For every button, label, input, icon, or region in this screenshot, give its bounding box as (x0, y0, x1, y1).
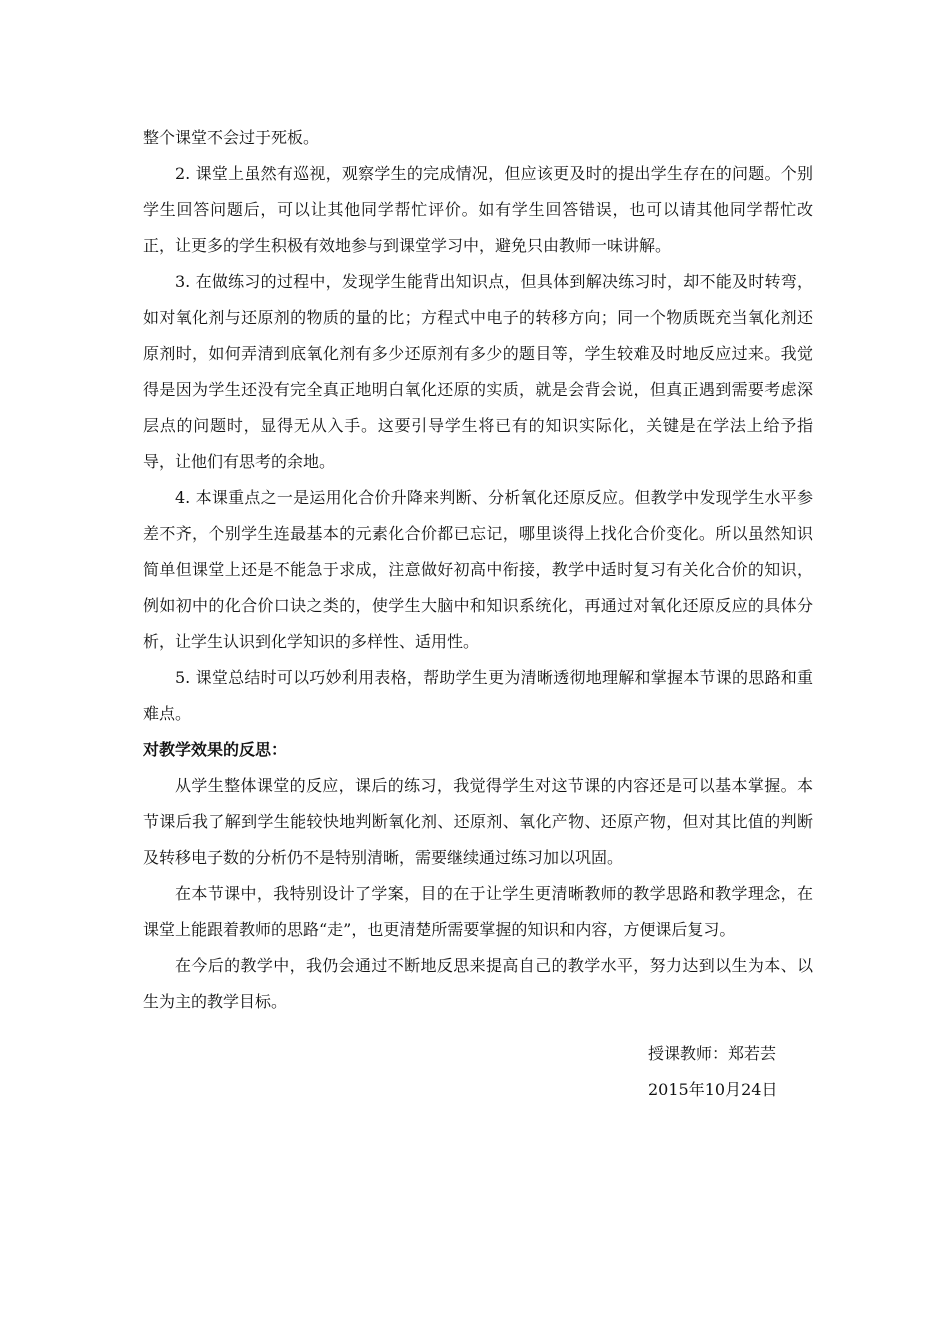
signature-date: 2015年10月24日 (648, 1080, 778, 1099)
reflection-paragraph-1: 从学生整体课堂的反应，课后的练习，我觉得学生对这节课的内容还是可以基本掌握。本节课后我了解到学生能较快地判断氧化剂、还原剂、氧化产物、还原产物，但对其比值的判断及转移电子数的分析仍不是特别清晰，需要继续通过练习加以巩固。 (143, 776, 813, 867)
teacher-signature: 授课教师：郑若芸 (648, 1044, 777, 1063)
reflection-paragraph-2: 在本节课中，我特别设计了学案，目的在于让学生更清晰教师的教学思路和教学理念，在课堂上能跟着教师的思路“走”，也更清楚所需要掌握的知识和内容，方便课后复习。 (143, 884, 813, 939)
signature-block (648, 1036, 777, 1108)
paragraph-item-3: 3. 在做练习的过程中，发现学生能背出知识点，但具体到解决练习时，却不能及时转弯，如对氧化剂与还原剂的物质的量的比；方程式中电子的转移方向；同一个物质既充当氧化剂还原剂时，如何弄清到底氧化剂有多少还原剂有多少的题目等，学生较难及时地反应过来。我觉得是因为学生还没有完全真正地明白氧化还原的实质，就是会背会说，但真正遇到需要考虑深层点的问题时，显得无从入手。这要引导学生将已有的知识实际化，关键是在学法上给予指导，让他们有思考的余地。 (143, 272, 813, 471)
paragraph-item-2: 2. 课堂上虽然有巡视，观察学生的完成情况，但应该更及时的提出学生存在的问题。个别学生回答问题后，可以让其他同学帮忙评价。如有学生回答错误，也可以请其他同学帮忙改正，让更多的学生积极有效地参与到课堂学习中，避免只由教师一味讲解。 (143, 164, 813, 255)
section-heading: 对教学效果的反思： (143, 740, 288, 759)
paragraph-continuation: 整个课堂不会过于死板。 (143, 128, 320, 147)
reflection-paragraph-3: 在今后的教学中，我仍会通过不断地反思来提高自己的教学水平，努力达到以生为本、以生为主的教学目标。 (143, 956, 813, 1011)
document-body (143, 120, 813, 1020)
paragraph-item-4: 4. 本课重点之一是运用化合价升降来判断、分析氧化还原反应。但教学中发现学生水平参差不齐，个别学生连最基本的元素化合价都已忘记，哪里谈得上找化合价变化。所以虽然知识简单但课堂上还是不能急于求成，注意做好初高中衔接，教学中适时复习有关化合价的知识，例如初中的化合价口诀之类的，使学生大脑中和知识系统化，再通过对氧化还原反应的具体分析，让学生认识到化学知识的多样性、适用性。 (143, 488, 813, 651)
paragraph-item-5: 5. 课堂总结时可以巧妙利用表格，帮助学生更为清晰透彻地理解和掌握本节课的思路和重难点。 (143, 668, 813, 723)
